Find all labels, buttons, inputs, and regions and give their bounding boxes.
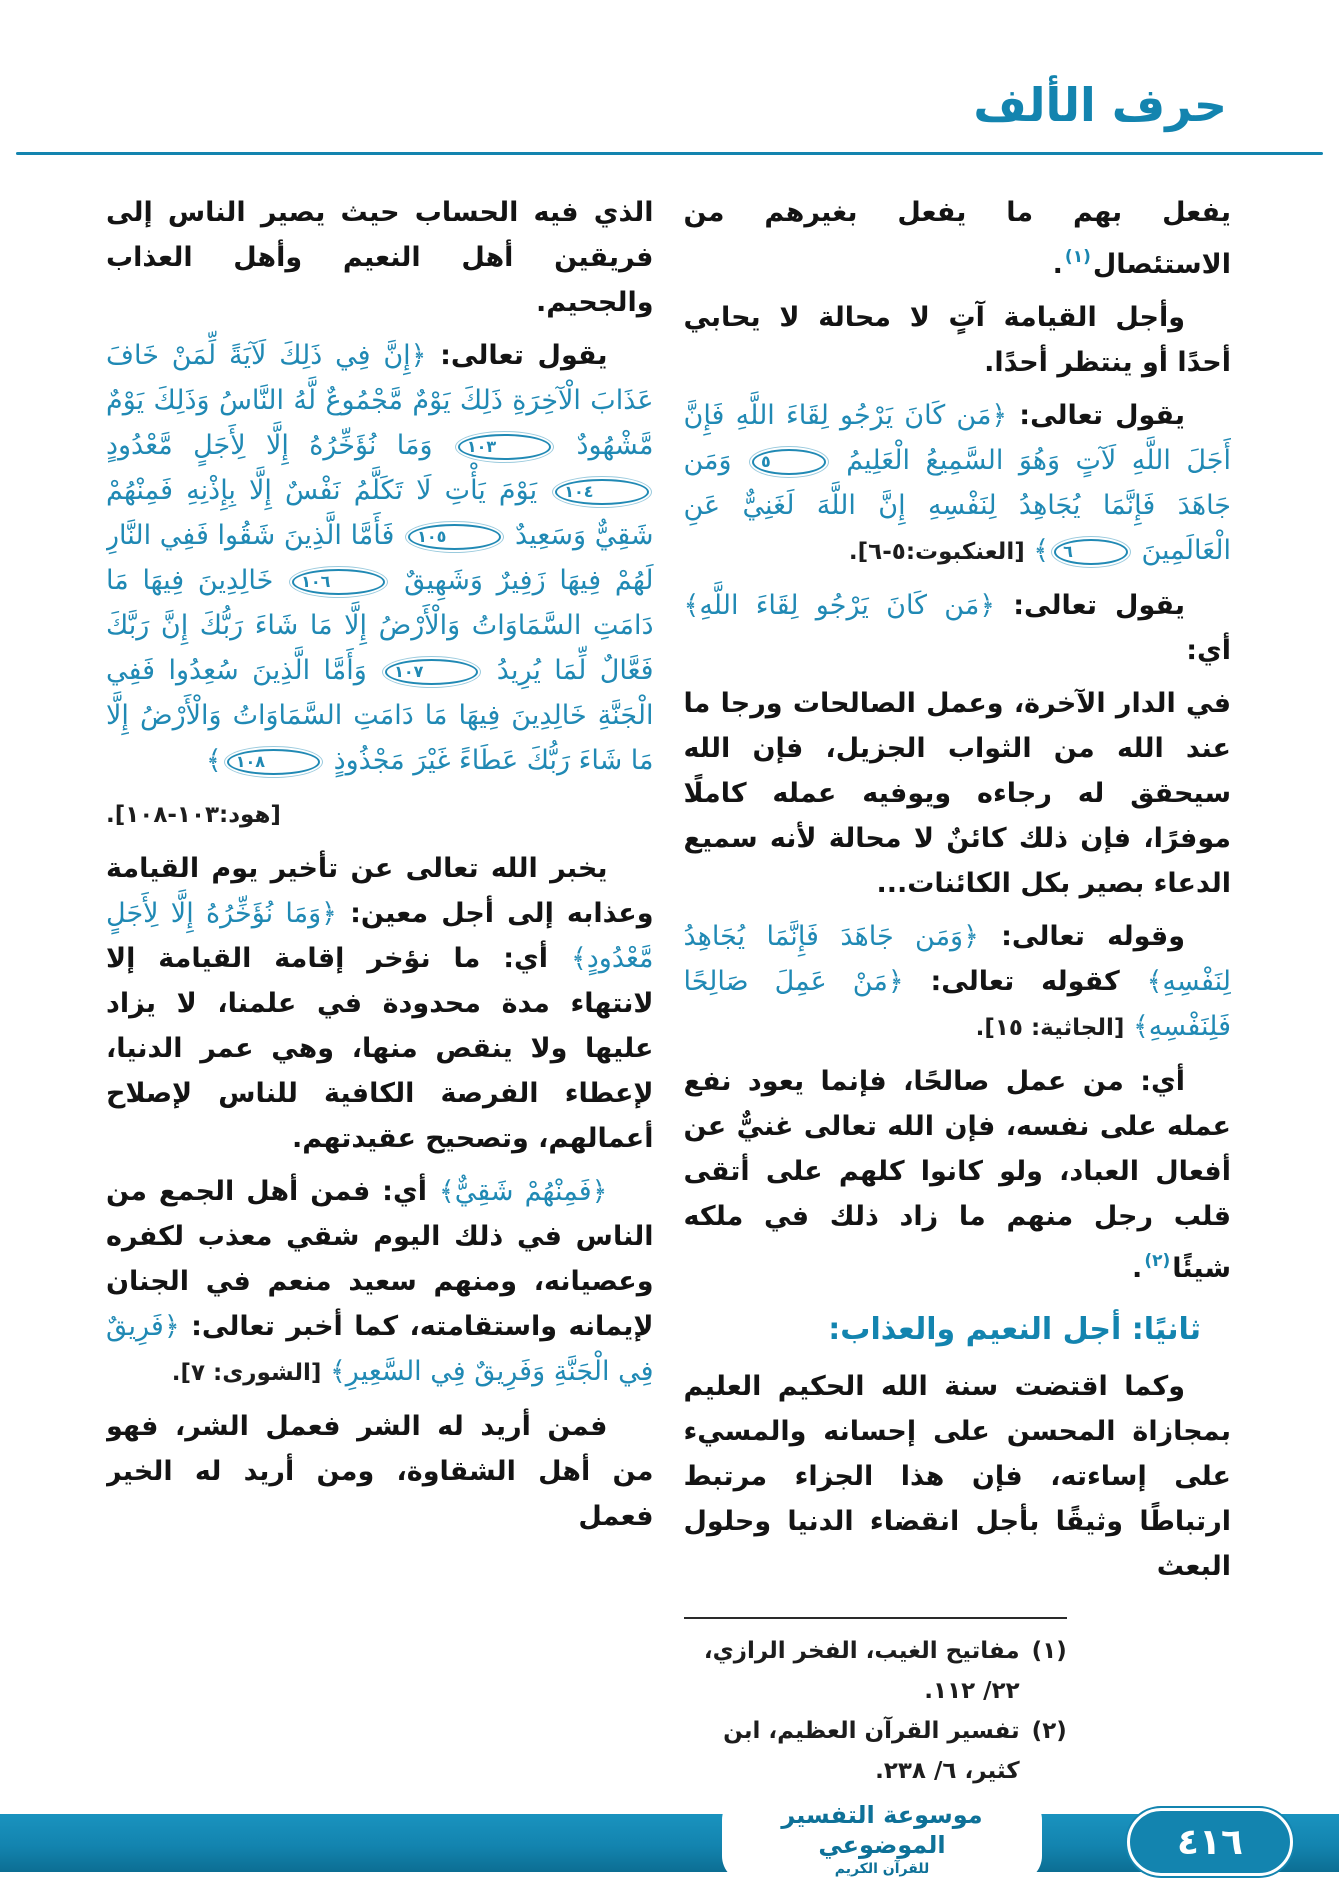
footnote-divider bbox=[684, 1617, 1067, 1619]
footnote-item bbox=[684, 1711, 1067, 1788]
paragraph bbox=[106, 333, 654, 783]
paragraph bbox=[684, 1059, 1232, 1291]
body-text: يخبر الله تعالى عن تأخير يوم القيامة وعذابه إلى أجل معين: bbox=[106, 853, 654, 929]
quran-verse: ﴿مَنْ عَمِلَ صَالِحًا فَلِنَفْسِهِ﴾ bbox=[683, 966, 1231, 1042]
body-text: يفعل بهم ما يفعل بغيرهم من الاستئصال bbox=[683, 197, 1231, 280]
ayah-number-badge: ١٠٦ bbox=[292, 569, 385, 595]
paragraph bbox=[684, 393, 1232, 575]
verse-reference: [هود:١٠٣-١٠٨]. bbox=[106, 802, 281, 828]
quran-verse: وَأَمَّا الَّذِينَ سُعِدُوا فَفِي الْجَنَّةِ خَالِدِينَ فِيهَا مَا دَامَتِ السَّمَاوَاتُ وَالْأَرْضُ إِلَّا مَا شَاءَ رَبُّكَ عَطَاءً غَيْرَ مَجْذُوذٍ bbox=[106, 655, 654, 776]
quran-verse: فَأَمَّا الَّذِينَ شَقُوا فَفِي النَّارِ لَهُمْ فِيهَا زَفِيرٌ وَشَهِيقٌ bbox=[106, 520, 654, 596]
paragraph bbox=[106, 1169, 654, 1396]
body-text: . bbox=[1052, 249, 1063, 280]
verse-reference: [العنكبوت:٥-٦]. bbox=[848, 539, 1025, 565]
footnote-marker: (١) bbox=[1064, 247, 1091, 267]
quran-verse: يَوْمَ يَأْتِ لَا تَكَلَّمُ نَفْسٌ إِلَّا بِإِذْنِهِ فَمِنْهُمْ شَقِيٌّ وَسَعِيدٌ bbox=[106, 475, 654, 551]
header-divider bbox=[16, 152, 1323, 155]
body-text: وقوله تعالى: bbox=[978, 921, 1185, 952]
quran-verse: ﴿إِنَّ فِي ذَلِكَ لَآيَةً لِّمَنْ خَافَ عَذَابَ الْآخِرَةِ ذَلِكَ يَوْمٌ مَّجْمُوعٌ لَّهُ النَّاسُ وَذَلِكَ يَوْمٌ مَّشْهُودٌ bbox=[106, 340, 654, 461]
para-continuation bbox=[684, 190, 1232, 287]
ayah-number-badge: ٥ bbox=[752, 449, 826, 475]
ayah-number-badge: ١٠٨ bbox=[227, 749, 320, 775]
logo-title: موسوعة التفسير الموضوعي bbox=[781, 1801, 983, 1859]
footnote-number: (١) bbox=[1031, 1638, 1067, 1664]
quran-verse: وَمَا نُؤَخِّرُهُ إِلَّا لِأَجَلٍ مَّعْدُودٍ bbox=[106, 430, 453, 461]
paragraph bbox=[106, 190, 654, 325]
verse-reference: [الجاثية: ١٥]. bbox=[975, 1015, 1125, 1041]
quran-verse: ﴿مَن كَانَ يَرْجُو لِقَاءَ اللَّهِ فَإِنَّ أَجَلَ اللَّهِ لَآتٍ وَهُوَ السَّمِيعُ الْعَلِيمُ bbox=[683, 400, 1231, 476]
footnote-text: تفسير القرآن العظيم، ابن كثير، ٦/ ٢٣٨. bbox=[723, 1718, 1020, 1784]
publisher-logo bbox=[722, 1794, 1042, 1882]
quran-verse: ﴿وَمَن جَاهَدَ فَإِنَّمَا يُجَاهِدُ لِنَفْسِهِ﴾ bbox=[683, 921, 1231, 997]
paragraph bbox=[684, 681, 1232, 906]
logo-subtitle: للقرآن الكريم bbox=[834, 1861, 930, 1877]
footnote-marker: (٢) bbox=[1144, 1251, 1171, 1271]
left-column-text bbox=[106, 190, 654, 1547]
body-text: أي: من عمل صالحًا، فإنما يعود نفع عمله على نفسه، فإن الله تعالى غنيٌّ عن أفعال العباد، ولو كانوا كلهم على أتقى قلب رجل منهم ما زاد ذلك في ملكه شيئًا bbox=[683, 1066, 1231, 1284]
section-heading bbox=[684, 1307, 1232, 1352]
ayah-number-badge: ١٠٣ bbox=[458, 434, 551, 460]
body-text: كقوله تعالى: bbox=[903, 966, 1147, 997]
body-text: أي: ما نؤخر إقامة القيامة إلا لانتهاء مدة محدودة في علمنا، لا يزاد عليها ولا ينقص منها، وهي عمر الدنيا، لإعطاء الفرصة الكافية للناس لإصلاح أعمالهم، وتصحيح عقيدتهم. bbox=[106, 943, 654, 1154]
paragraph bbox=[106, 1404, 654, 1539]
ayah-number-badge: ٦ bbox=[1054, 539, 1128, 565]
quran-verse: ﴿فَمِنْهُمْ شَقِيٌّ﴾ bbox=[438, 1176, 608, 1207]
page-number-badge bbox=[1127, 1808, 1293, 1876]
verse-reference: [الشورى: ٧]. bbox=[171, 1360, 322, 1386]
right-column-text bbox=[684, 190, 1232, 1597]
body-text: أي: bbox=[1186, 635, 1231, 666]
body-text: . bbox=[1132, 1253, 1143, 1284]
paragraph bbox=[684, 914, 1232, 1051]
quran-verse: وَمَن جَاهَدَ فَإِنَّمَا يُجَاهِدُ لِنَفْسِهِ إِنَّ اللَّهَ لَغَنِيٌّ عَنِ الْعَالَمِينَ bbox=[683, 445, 1231, 566]
paragraph bbox=[684, 1364, 1232, 1589]
quran-verse: ﴿وَمَا نُؤَخِّرُهُ إِلَّا لِأَجَلٍ مَّعْدُودٍ﴾ bbox=[106, 898, 654, 974]
page-content bbox=[106, 190, 1231, 1788]
ayah-number-badge: ١٠٧ bbox=[385, 659, 478, 685]
body-text: يقول تعالى: bbox=[1007, 400, 1185, 431]
quran-verse: ﴿مَن كَانَ يَرْجُو لِقَاءَ اللَّهِ﴾ bbox=[683, 590, 996, 621]
quran-verse: ﴿فَرِيقٌ فِي الْجَنَّةِ وَفَرِيقٌ فِي السَّعِيرِ﴾ bbox=[106, 1311, 654, 1387]
body-text: الذي فيه الحساب حيث يصير الناس إلى فريقين أهل النعيم وأهل العذاب والجحيم. bbox=[106, 197, 654, 318]
chapter-title: حرف الألف bbox=[973, 78, 1227, 132]
page-number: ٤١٦ bbox=[1177, 1821, 1243, 1863]
paragraph bbox=[684, 295, 1232, 385]
body-text: وأجل القيامة آتٍ لا محالة لا يحابي أحدًا أو ينتظر أحدًا. bbox=[683, 302, 1231, 378]
body-text: في الدار الآخرة، وعمل الصالحات ورجا ما عند الله من الثواب الجزيل، فإن الله سيحقق له رجاءه ويوفيه عمله كاملًا موفرًا، فإن ذلك كائنٌ لا محالة لأنه سميع الدعاء بصير بكل الكائنات... bbox=[683, 688, 1231, 899]
body-text: ثانيًا: أجل النعيم والعذاب: bbox=[828, 1312, 1201, 1347]
footnote-item bbox=[684, 1631, 1067, 1711]
quran-verse: ﴾ bbox=[1024, 535, 1050, 566]
body-text: أي: فمن أهل الجمع من الناس في ذلك اليوم شقي معذب لكفره وعصيانه، ومنهم سعيد منعم في الجنان لإيمانه واستقامته، كما أخبر تعالى: bbox=[106, 1176, 654, 1342]
footnote-number: (٢) bbox=[1031, 1718, 1067, 1744]
footnotes bbox=[684, 1617, 1067, 1788]
paragraph bbox=[106, 846, 654, 1161]
ayah-number-badge: ١٠٤ bbox=[555, 479, 648, 505]
right-column bbox=[684, 190, 1232, 1788]
paragraph bbox=[684, 583, 1232, 673]
footnote-text: مفاتيح الغيب، الفخر الرازي، ٢٢/ ١١٢. bbox=[703, 1638, 1020, 1704]
quran-verse: ﴾ bbox=[205, 745, 222, 776]
body-text: وكما اقتضت سنة الله الحكيم العليم بمجازاة المحسن على إحسانه والمسيء على إساءته، فإن هذا الجزاء مرتبط ارتباطًا وثيقًا بأجل انقضاء الدنيا وحلول البعث bbox=[683, 1371, 1231, 1582]
body-text: يقول تعالى: bbox=[426, 340, 608, 371]
left-column bbox=[106, 190, 654, 1788]
quran-verse: خَالِدِينَ فِيهَا مَا دَامَتِ السَّمَاوَاتُ وَالْأَرْضُ إِلَّا مَا شَاءَ رَبُّكَ إِنَّ رَبَّكَ فَعَّالٌ لِّمَا يُرِيدُ bbox=[106, 565, 654, 686]
ayah-number-badge: ١٠٥ bbox=[408, 524, 501, 550]
verse-reference-line bbox=[106, 791, 654, 838]
body-text: يقول تعالى: bbox=[995, 590, 1185, 621]
body-text: فمن أريد له الشر فعمل الشر، فهو من أهل الشقاوة، ومن أريد له الخير فعمل bbox=[106, 1411, 654, 1532]
